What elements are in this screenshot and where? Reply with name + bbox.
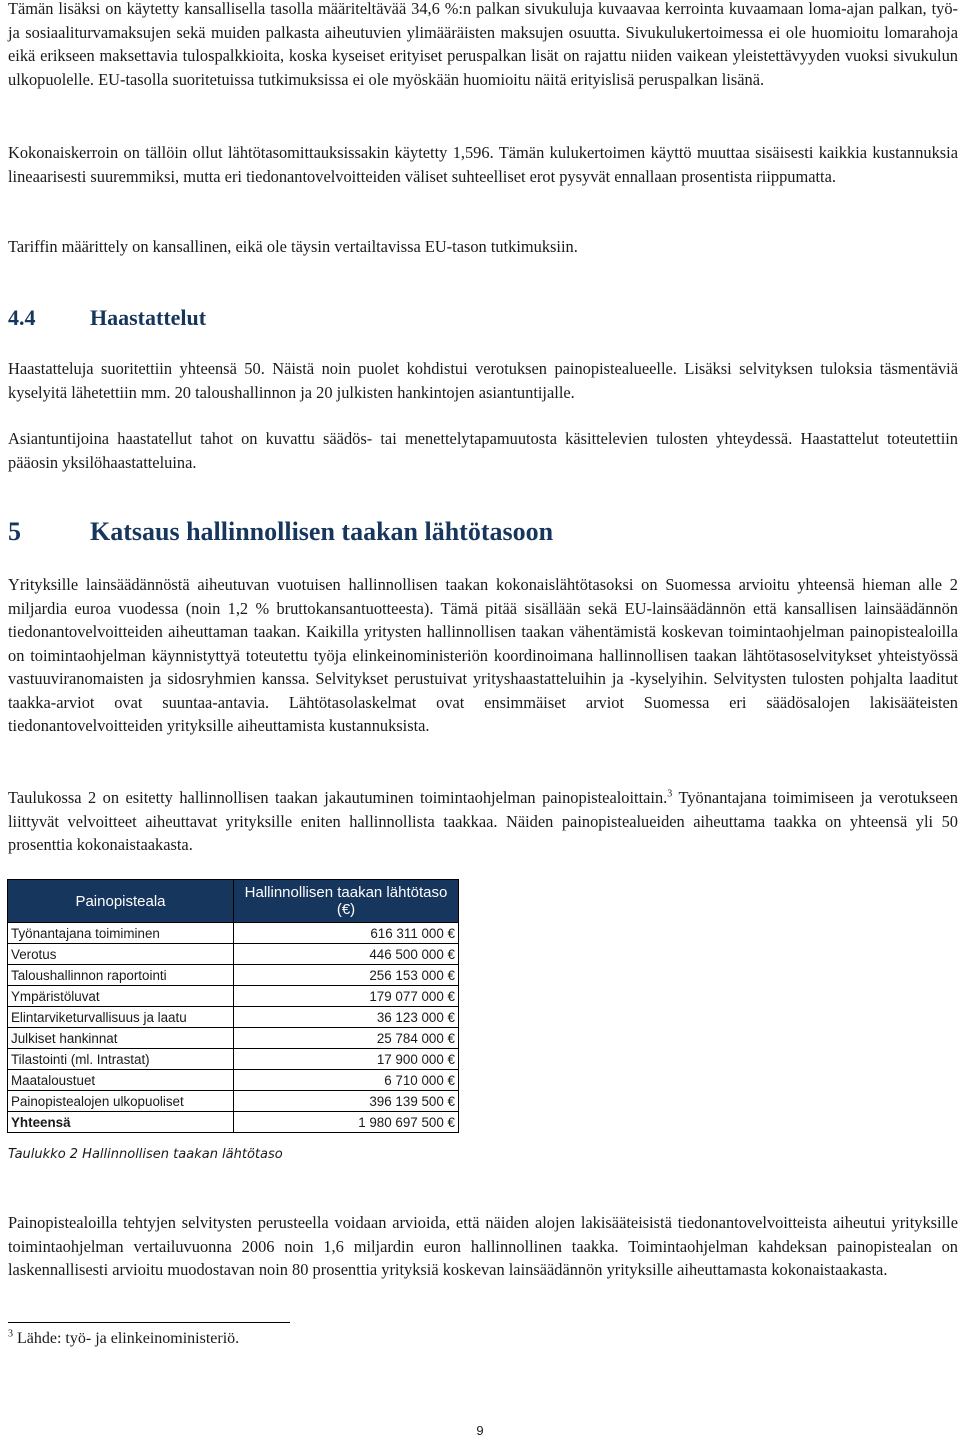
table-row <box>8 1007 459 1028</box>
table-total-row <box>8 1112 459 1133</box>
cell-value: 256 153 000 € <box>234 965 459 986</box>
cell-area: Verotus <box>8 944 234 965</box>
table-intro-text-continued: Työnantajana toimimiseen ja verotukseen liittyvät velvoitteet aiheuttavat yrityksille eniten hallinnollista taakkaa. Näiden painopistealueiden aiheuttama taakka on yhteensä yli 50 prosenttia kokonaistaakasta. <box>8 788 959 854</box>
table-caption: Taulukko 2 Hallinnollisen taakan lähtötaso <box>8 1147 283 1162</box>
cell-total-value: 1 980 697 500 € <box>234 1112 459 1133</box>
cell-area: Maataloustuet <box>8 1070 234 1091</box>
footnote-reference: 3 <box>667 788 673 800</box>
paragraph-salary-coefficient: Tämän lisäksi on käytetty kansallisella tasolla määriteltävää 34,6 %:n palkan sivukuluja kuvaavaa kerrointa kuvaamaan loma-ajan palkan, työ- ja sosiaaliturvamaksujen sekä muiden palkasta aiheutuvien ylimääräisten maksujen osuutta. Sivukulukertoimessa ei ole huomioitu lomarahoja eikä erikseen maksettavia tulospalkkioita, koska kyseiset erityiset peruspalkan lisät on rajattu niiden vaikean yleistettävyyden vuoksi sivukulun ulkopuolelle. EU-tasolla suoritetuissa tutkimuksissa ei ole myöskään huomioitu näitä erityislisä peruspalkan lisänä. <box>8 0 958 89</box>
section-title: Haastattelut <box>90 305 207 330</box>
cell-value: 17 900 000 € <box>234 1049 459 1070</box>
column-header-burden: Hallinnollisen taakan lähtötaso (€) <box>234 880 459 923</box>
table-header-row <box>8 880 459 923</box>
cell-value: 446 500 000 € <box>234 944 459 965</box>
paragraph-experts: Asiantuntijoina haastatellut tahot on kuvattu säädös- tai menettelytapamuutosta käsittelevien tulosten yhteydessä. Haastattelut toteutettiin pääosin yksilöhaastatteluina. <box>8 429 958 472</box>
table-row <box>8 965 459 986</box>
cell-area: Elintarviketurvallisuus ja laatu <box>8 1007 234 1028</box>
table-intro-text: Taulukossa 2 on esitetty hallinnollisen taakan jakautuminen toimintaohjelman painopistealoittain. <box>8 788 668 807</box>
cell-area: Tilastointi (ml. Intrastat) <box>8 1049 234 1070</box>
section-number: 4.4 <box>8 305 36 330</box>
cell-value: 25 784 000 € <box>234 1028 459 1049</box>
burden-table <box>7 879 459 1133</box>
footnote-text: Lähde: työ- ja elinkeinoministeriö. <box>13 1330 240 1347</box>
paragraph-baseline: Yrityksille lainsäädännöstä aiheutuvan vuotuisen hallinnollisen taakan kokonaislähtötasoksi on Suomessa arvioitu yhteensä hieman alle 2 miljardia euroa vuodessa (noin 1,2 % bruttokansantuotteesta). Tämä pitää sisällään sekä EU-lainsäädännön että kansallisen lainsäädännön tiedonantovelvoitteiden aiheuttaman taakan. Kaikilla yritysten hallinnollisen taakan vähentämistä koskevan toimintaohjelman painopistealoilla on toimintaohjelman käynnistyttyä toteutettu työja elinkeinoministeriön koordinoimana hallinnollisen taakan lähtötasoselvitykset yhteistyössä vastuuviranomaisten ja sidosryhmien kanssa. Selvitykset perustuivat yrityshaastatteluihin ja -kyselyihin. Selvitysten tulosten pohjalta laaditut taakka-arviot ovat suuntaa-antavia. Lähtötasolaskelmat ovat ensimmäiset arviot Suomessa eri säädösalojen lakisääteisten tiedonantovelvoitteiden yrityksille aiheuttamista kustannuksista. <box>8 575 958 735</box>
cell-area: Ympäristöluvat <box>8 986 234 1007</box>
paragraph-conclusion: Painopistealoilla tehtyjen selvitysten perusteella voidaan arvioida, että näiden alojen lakisääteisistä tiedonantovelvoitteista aiheutui yrityksille toimintaohjelman vertailuvuonna 2006 noin 1,6 miljardin euron hallinnollinen taakka. Toimintaohjelman kahdeksan painopistealan on laskennallisesti arvioitu muodostavan noin 80 prosenttia yrityksiä koskevan lainsäädännön yrityksille aiheuttamasta kokonaistaakasta. <box>8 1213 958 1279</box>
table-row <box>8 1028 459 1049</box>
table-row <box>8 1070 459 1091</box>
table-row <box>8 1049 459 1070</box>
paragraph-total-coefficient: Kokonaiskerroin on tällöin ollut lähtötasomittauksissakin käytetty 1,596. Tämän kulukertoimen käyttö muuttaa sisäisesti kaikkia kustannuksia lineaarisesti suuremmiksi, mutta eri tiedonantovelvoitteiden väliset suhteelliset erot pysyvät ennallaan prosentista riippumatta. <box>8 143 958 186</box>
table-body <box>8 923 459 1133</box>
cell-value: 179 077 000 € <box>234 986 459 1007</box>
cell-area: Taloushallinnon raportointi <box>8 965 234 986</box>
chapter-heading-baseline <box>8 517 553 547</box>
table-row <box>8 986 459 1007</box>
table-row <box>8 1091 459 1112</box>
column-header-area: Painopisteala <box>8 880 234 923</box>
paragraph-interviews: Haastatteluja suoritettiin yhteensä 50. Näistä noin puolet kohdistui verotuksen painopistealueelle. Lisäksi selvityksen tuloksia täsmentäviä kyselyitä lähetettiin mm. 20 taloushallinnon ja 20 julkisten hankintojen asiantuntijalle. <box>8 359 958 402</box>
cell-value: 396 139 500 € <box>234 1091 459 1112</box>
cell-value: 6 710 000 € <box>234 1070 459 1091</box>
table-row <box>8 944 459 965</box>
footnote-separator <box>8 1322 290 1323</box>
page-number: 9 <box>476 1423 484 1438</box>
cell-area: Työnantajana toimiminen <box>8 923 234 944</box>
cell-value: 36 123 000 € <box>234 1007 459 1028</box>
table-row <box>8 923 459 944</box>
cell-area: Painopistealojen ulkopuoliset <box>8 1091 234 1112</box>
cell-value: 616 311 000 € <box>234 923 459 944</box>
footnote-number: 3 <box>8 1328 13 1340</box>
paragraph-table-intro <box>8 786 958 857</box>
chapter-title: Katsaus hallinnollisen taakan lähtötasoon <box>90 517 554 546</box>
paragraph-tariff: Tariffin määrittely on kansallinen, eikä ole täysin vertailtavissa EU-tason tutkimuksiin. <box>8 237 578 256</box>
chapter-number: 5 <box>8 517 21 546</box>
footnote <box>8 1330 239 1348</box>
cell-total-label: Yhteensä <box>8 1112 234 1133</box>
section-heading-interviews <box>8 305 206 331</box>
cell-area: Julkiset hankinnat <box>8 1028 234 1049</box>
